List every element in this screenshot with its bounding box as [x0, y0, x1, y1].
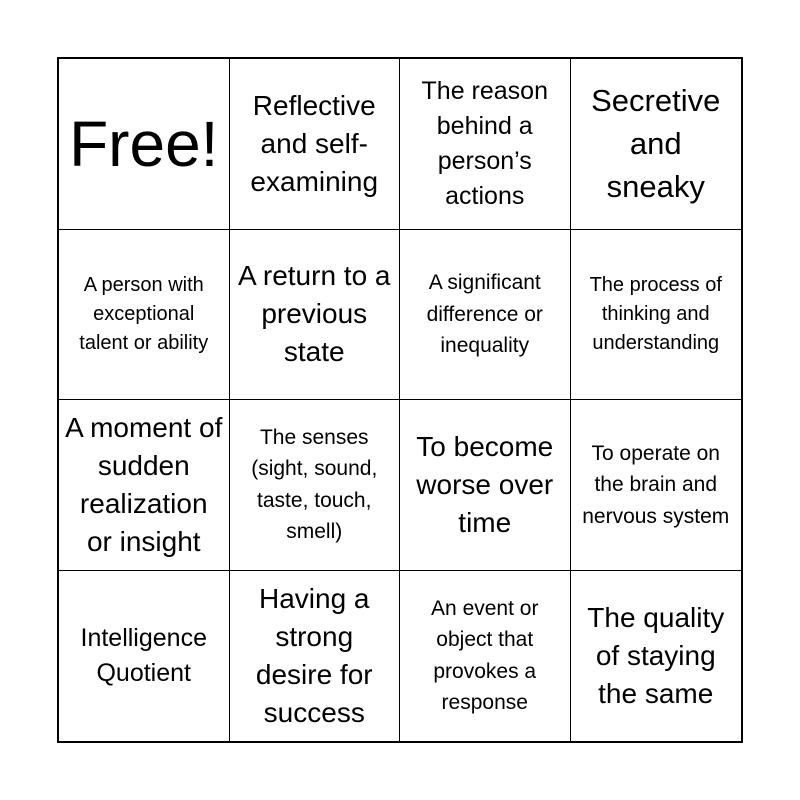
cell-text: Reflective and self-examining: [250, 89, 379, 197]
bingo-cell-free[interactable]: [59, 59, 230, 230]
cell-text: Having a strong desire for success: [255, 582, 373, 728]
bingo-cell[interactable]: [230, 400, 401, 571]
cell-text: The quality of staying the same: [587, 601, 725, 709]
cell-text: The process of thinking and understanding: [589, 273, 722, 354]
cell-text: The senses (sight, sound, taste, touch, smell): [251, 425, 378, 544]
cell-text: A significant difference or inequality: [426, 271, 543, 357]
cell-text: An event or object that provokes a response: [431, 596, 539, 715]
bingo-cell[interactable]: [59, 230, 230, 401]
cell-text: Free!: [69, 107, 219, 180]
cell-text: To operate on the brain and nervous system: [582, 441, 730, 528]
bingo-cell[interactable]: [400, 230, 571, 401]
bingo-cell[interactable]: [571, 400, 742, 571]
cell-text: Secretive and sneaky: [591, 82, 721, 205]
bingo-cell[interactable]: [400, 59, 571, 230]
bingo-cell[interactable]: [400, 571, 571, 742]
bingo-cell[interactable]: [59, 571, 230, 742]
cell-text: A return to a previous state: [237, 260, 391, 368]
cell-text: Intelligence Quotient: [80, 623, 207, 687]
bingo-cell[interactable]: [230, 230, 401, 401]
bingo-cell[interactable]: [571, 571, 742, 742]
bingo-board: [57, 57, 743, 743]
bingo-cell[interactable]: [230, 59, 401, 230]
bingo-cell[interactable]: [59, 400, 230, 571]
cell-text: The reason behind a person’s actions: [421, 76, 548, 210]
bingo-cell[interactable]: [230, 571, 401, 742]
bingo-cell[interactable]: [571, 230, 742, 401]
cell-text: A moment of sudden realization or insight: [65, 411, 223, 557]
bingo-cell[interactable]: [400, 400, 571, 571]
cell-text: A person with exceptional talent or ability: [79, 273, 209, 354]
cell-text: To become worse over time: [416, 430, 554, 538]
bingo-cell[interactable]: [571, 59, 742, 230]
